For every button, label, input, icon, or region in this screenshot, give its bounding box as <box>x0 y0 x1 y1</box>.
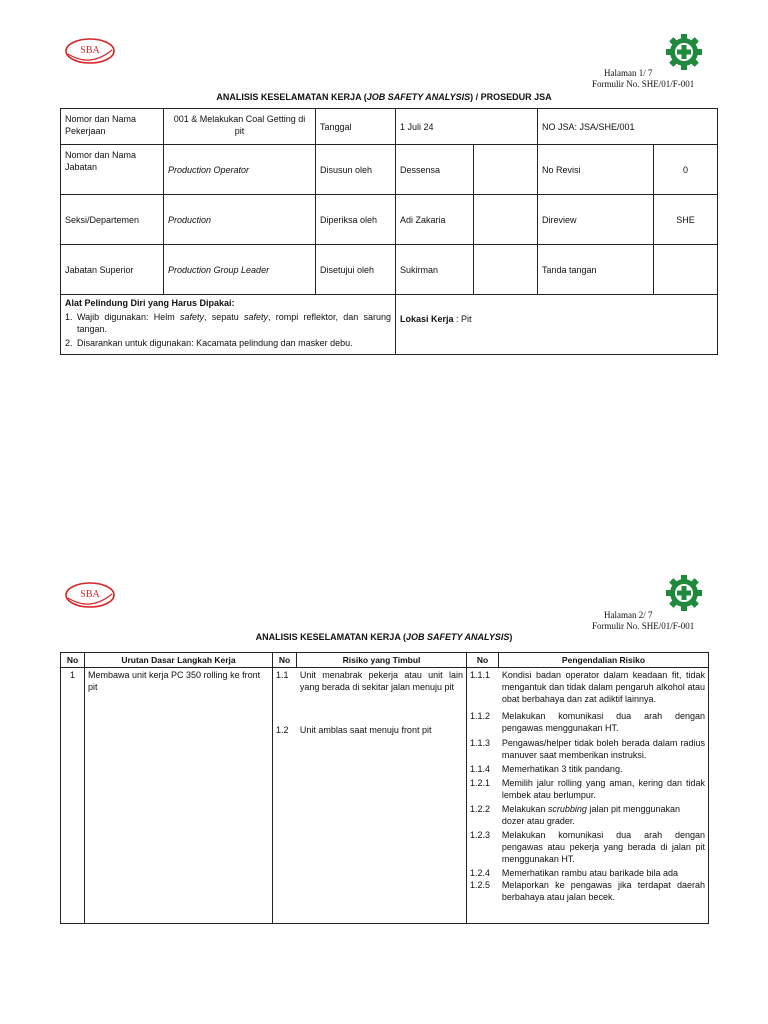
label-approved: Disetujui oleh <box>316 245 396 295</box>
control-text-part-c: jalan pit menggunakan dozer atau grader. <box>501 804 681 826</box>
control-item <box>467 763 708 775</box>
risk-item <box>273 724 466 736</box>
control-item <box>467 737 708 761</box>
page-title <box>0 632 768 642</box>
control-text: Melaporkan ke pengawas jika terdapat daerah berbahaya atau jalan becek. <box>501 880 705 902</box>
jsa-number: NO JSA: JSA/SHE/001 <box>538 109 718 145</box>
control-number: 1.1.2 <box>470 711 491 721</box>
apd-item-2-num: 2. <box>65 338 73 348</box>
risk-text: Unit menabrak pekerja atau unit lain yang berada di sekitar jalan menuju pit <box>299 670 463 692</box>
header-risk-no: No <box>273 653 297 668</box>
form-meta <box>592 610 694 632</box>
risk-cell <box>273 668 467 924</box>
control-text: Memerhatikan 3 titik pandang. <box>501 764 623 774</box>
control-item <box>467 829 708 865</box>
form-number: Formulir No. SHE/01/F-001 <box>592 621 695 631</box>
control-number: 1.2.5 <box>470 880 491 890</box>
control-item <box>467 803 708 827</box>
header-step: Urutan Dasar Langkah Kerja <box>85 653 273 668</box>
apd-item-1-part-c: , sepatu <box>203 312 244 322</box>
label-reviewed: Direview <box>538 195 654 245</box>
page-number: Halaman 2/ 7 <box>604 610 653 620</box>
control-number: 1.2.3 <box>470 830 491 840</box>
apd-item-2-text: Disarankan untuk digunakan: Kacamata pelindung dan masker debu. <box>77 338 353 348</box>
apd-item-1-num: 1. <box>65 312 73 322</box>
header-risk: Risiko yang Timbul <box>297 653 467 668</box>
control-number: 1.2.4 <box>470 868 491 878</box>
value-superior: Production Group Leader <box>164 245 316 295</box>
value-prepared: Dessensa <box>396 145 474 195</box>
control-text: Memilih jalur rolling yang aman, kering dan tidak lembek atau berlumpur. <box>501 778 705 800</box>
header-row <box>61 653 709 668</box>
value-reviewed: SHE <box>654 195 718 245</box>
label-superior: Jabatan Superior <box>61 245 164 295</box>
sba-logo-text: SBA <box>80 589 100 600</box>
control-cell <box>467 668 709 924</box>
title-suffix: ) <box>509 632 513 642</box>
control-number: 1.1.3 <box>470 738 491 748</box>
step-text: Membawa unit kerja PC 350 rolling ke front pit <box>85 668 273 924</box>
value-checked: Adi Zakaria <box>396 195 474 245</box>
value-job: 001 & Melakukan Coal Getting di pit <box>164 109 316 145</box>
label-revision: No Revisi <box>538 145 654 195</box>
label-position: Nomor dan Nama Jabatan <box>61 145 164 195</box>
jsa-steps-table <box>60 652 709 924</box>
risk-number: 1.1 <box>276 670 289 680</box>
value-approved: Sukirman <box>396 245 474 295</box>
control-number: 1.1.4 <box>470 764 491 774</box>
page-number: Halaman 1/ 7 <box>604 68 653 78</box>
header-control-no: No <box>467 653 499 668</box>
step-number: 1 <box>61 668 85 924</box>
title-italic: JOB SAFETY ANALYSIS <box>405 632 510 642</box>
control-text-part-a: Melakukan <box>501 804 548 814</box>
safety-gear-icon <box>664 573 704 613</box>
table-row <box>61 668 709 924</box>
label-signature: Tanda tangan <box>538 245 654 295</box>
value-department: Production <box>164 195 316 245</box>
control-text: Memerhatikan rambu atau barikade bila ada <box>501 868 678 878</box>
control-text: Pengawas/helper tidak boleh berada dalam radius manuver saat memberikan instruksi. <box>501 738 705 760</box>
risk-number: 1.2 <box>276 725 289 735</box>
apd-item-1-part-a: Wajib digunakan: Helm <box>77 312 180 322</box>
sba-logo <box>64 580 116 610</box>
control-text: Melakukan komunikasi dua arah dengan pengawas atau pekerja yang berada di jalan pit menggunakan HT. <box>501 830 705 864</box>
sba-logo-text: SBA <box>80 45 100 56</box>
control-item <box>467 879 708 903</box>
control-item <box>467 867 708 879</box>
label-job: Nomor dan Nama Pekerjaan <box>61 109 164 145</box>
control-text: Melakukan komunikasi dua arah dengan pengawas menggunakan HT. <box>501 711 705 733</box>
lokasi-value: : Pit <box>453 314 472 324</box>
apd-item-1-part-d: safety <box>243 312 268 322</box>
value-revision: 0 <box>654 145 718 195</box>
control-item <box>467 710 708 734</box>
label-prepared: Disusun oleh <box>316 145 396 195</box>
value-date: 1 Juli 24 <box>396 109 538 145</box>
control-text <box>499 803 708 827</box>
control-text: Kondisi badan operator dalam keadaan fit, tidak mengantuk dan tidak dalam pengaruh alkohol atau obat berbahaya dan zat adiktif lainnya. <box>501 670 705 704</box>
control-number: 1.2.2 <box>470 804 491 814</box>
control-number: 1.2.1 <box>470 778 491 788</box>
title-suffix: ) / PROSEDUR JSA <box>470 92 552 102</box>
lokasi-label: Lokasi Kerja <box>400 314 454 324</box>
apd-heading: Alat Pelindung Diri yang Harus Dipakai: <box>65 298 235 308</box>
label-date: Tanggal <box>316 109 396 145</box>
control-text-part-b: scrubbing <box>547 804 587 814</box>
apd-item-1-part-b: safety <box>179 312 204 322</box>
form-number: Formulir No. SHE/01/F-001 <box>592 79 695 89</box>
title-italic: JOB SAFETY ANALYSIS <box>366 92 471 102</box>
title-text: ANALISIS KESELAMATAN KERJA ( <box>216 92 367 102</box>
control-number: 1.1.1 <box>470 670 491 680</box>
control-item <box>467 777 708 801</box>
apd-item-1-part-e: , rompi reflektor, dan sarung tangan. <box>77 312 391 334</box>
label-checked: Diperiksa oleh <box>316 195 396 245</box>
value-position: Production Operator <box>164 145 316 195</box>
title-text: ANALISIS KESELAMATAN KERJA ( <box>255 632 406 642</box>
label-department: Seksi/Departemen <box>61 195 164 245</box>
header-no: No <box>61 653 85 668</box>
risk-item <box>273 669 466 724</box>
control-item <box>467 669 708 705</box>
header-control: Pengendalian Risiko <box>499 653 709 668</box>
risk-text: Unit amblas saat menuju front pit <box>299 725 432 735</box>
